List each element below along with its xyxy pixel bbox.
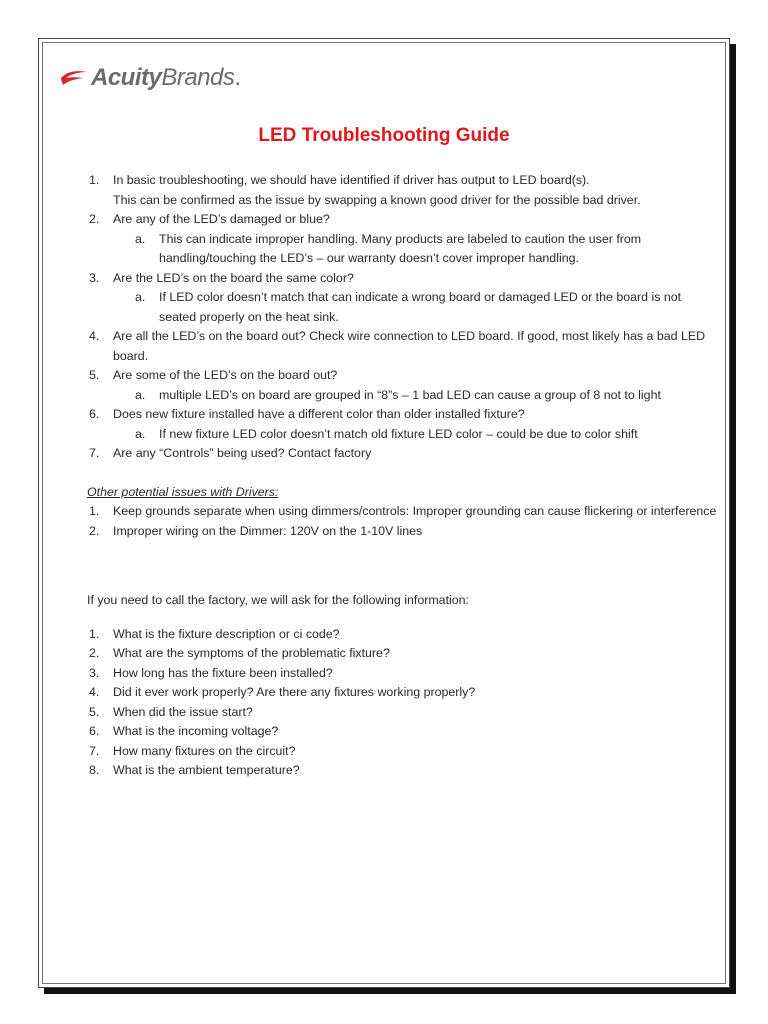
list-number: 7.	[89, 446, 100, 460]
list-text-extra: This can be confirmed as the issue by swapping a known good driver for the possible bad driver.	[113, 192, 641, 207]
list-item	[87, 761, 719, 781]
logo-bold: Acuity	[91, 64, 162, 91]
list-number: 5.	[89, 704, 100, 719]
list-item	[87, 444, 719, 464]
list-number: a.	[135, 426, 146, 441]
list-text: Are any “Controls” being used? Contact factory	[113, 446, 372, 460]
acuity-brands-logo	[59, 61, 241, 95]
logo-regular: Brands	[161, 64, 235, 91]
list-text: This can indicate improper handling. Many products are labeled to caution the user from handling/touching the LED’s – our warranty doesn’t cover improper handling.	[159, 231, 642, 265]
list-item	[87, 269, 719, 289]
list-text: What is the ambient temperature?	[113, 763, 300, 777]
document-body	[87, 171, 719, 781]
list-number: a.	[135, 290, 146, 304]
list-number: a.	[135, 387, 146, 402]
list-text: Are any of the LED’s damaged or blue?	[113, 212, 330, 226]
list-item	[87, 742, 719, 762]
list-number: 1.	[89, 504, 100, 518]
drivers-heading: Other potential issues with Drivers:	[87, 484, 279, 499]
sub-list-item	[87, 288, 719, 327]
list-text: Does new fixture installed have a different color than older installed fixture?	[113, 407, 525, 421]
list-text: Keep grounds separate when using dimmers/controls: Improper grounding can cause flickering or interference	[113, 504, 717, 518]
list-number: 5.	[89, 368, 100, 382]
list-item	[87, 210, 719, 230]
list-item	[87, 405, 719, 425]
document-page	[38, 38, 730, 988]
list-text: What are the symptoms of the problematic fixture?	[113, 646, 390, 660]
list-text: Did it ever work properly? Are there any fixtures working properly?	[113, 685, 476, 699]
list-item	[87, 327, 719, 366]
list-text: In basic troubleshooting, we should have identified if driver has output to LED board(s).	[113, 173, 590, 187]
list-item	[87, 522, 719, 542]
swoosh-icon	[59, 69, 89, 87]
list-number: 8.	[89, 763, 100, 777]
list-text: Are some of the LED’s on the board out?	[113, 368, 338, 382]
list-item	[87, 722, 719, 742]
list-text: How many fixtures on the circuit?	[113, 743, 296, 758]
factory-questions-list	[87, 625, 719, 781]
factory-intro: If you need to call the factory, we will ask for the following information:	[87, 593, 469, 607]
list-item	[87, 703, 719, 723]
list-number: a.	[135, 231, 146, 246]
list-number: 2.	[89, 212, 100, 226]
list-item	[87, 664, 719, 684]
list-text: Are all the LED’s on the board out? Check wire connection to LED board. If good, most likely has a bad LED board.	[113, 329, 706, 363]
list-text: Are the LED’s on the board the same color?	[113, 270, 354, 285]
page-title: LED Troubleshooting Guide	[258, 125, 510, 146]
list-item	[87, 683, 719, 703]
list-number: 2.	[89, 523, 100, 538]
list-number: 6.	[89, 724, 100, 738]
list-text: What is the incoming voltage?	[113, 724, 279, 738]
troubleshooting-list	[87, 171, 719, 464]
logo-wordmark	[91, 66, 241, 90]
list-item	[87, 171, 719, 210]
logo-mark: .	[234, 64, 241, 91]
sub-list-item	[87, 425, 719, 445]
sub-list-item	[87, 230, 719, 269]
list-item	[87, 502, 719, 522]
list-item	[87, 625, 719, 645]
list-text: Improper wiring on the Dimmer: 120V on the 1-10V lines	[113, 523, 423, 538]
list-number: 3.	[89, 270, 100, 285]
list-text: If LED color doesn’t match that can indicate a wrong board or damaged LED or the board is not seated properly on the heat sink.	[159, 290, 682, 324]
list-number: 4.	[89, 685, 100, 699]
list-item	[87, 366, 719, 386]
list-text: When did the issue start?	[113, 704, 253, 719]
list-number: 2.	[89, 646, 100, 660]
list-text: What is the fixture description or ci code?	[113, 626, 340, 641]
list-number: 4.	[89, 329, 100, 343]
list-number: 1.	[89, 173, 100, 187]
list-number: 7.	[89, 743, 100, 758]
list-number: 1.	[89, 626, 100, 641]
sub-list-item	[87, 386, 719, 406]
list-number: 6.	[89, 407, 100, 421]
drivers-list	[87, 502, 719, 541]
list-number: 3.	[89, 665, 100, 680]
list-text: If new fixture LED color doesn’t match old fixture LED color – could be due to color shift	[159, 426, 638, 441]
list-item	[87, 644, 719, 664]
list-text: How long has the fixture been installed?	[113, 665, 333, 680]
list-text: multiple LED’s on board are grouped in “8”s – 1 bad LED can cause a group of 8 not to light	[159, 387, 661, 402]
